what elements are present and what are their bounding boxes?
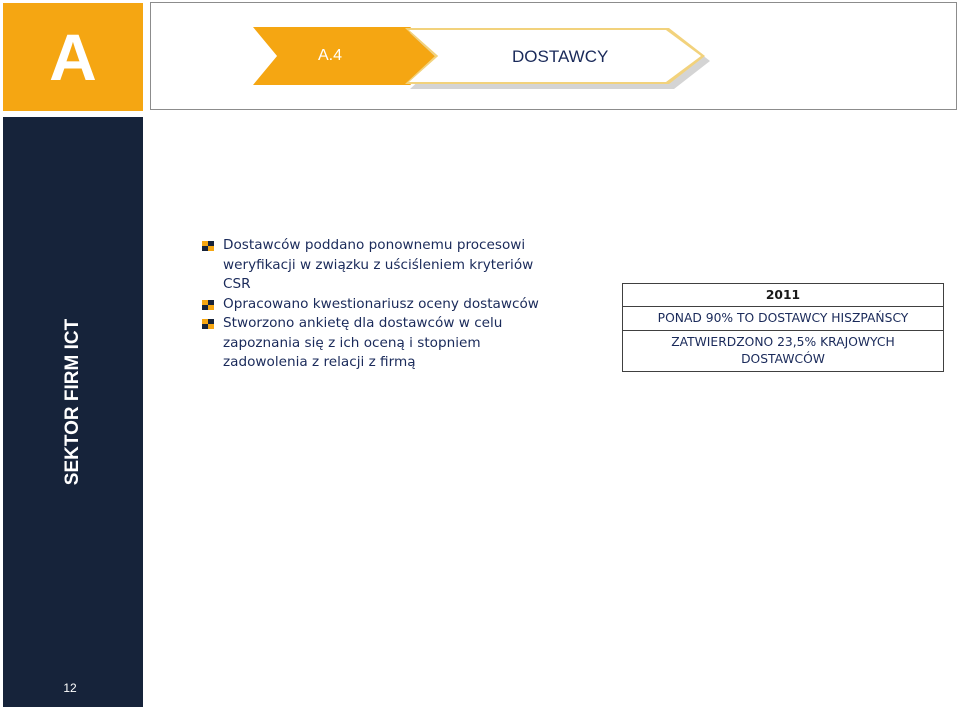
table-cell: PONAD 90% TO DOSTAWCY HISZPAŃSCY [623,307,944,331]
bullet-text: Dostawców poddano ponownemu procesowi weryfikacji w związku z uściśleniem kryteriów CSR [223,237,534,292]
section-code: A.4 [318,47,343,64]
bullet-list [202,236,547,373]
sidebar-label: SEKTOR FIRM ICT [62,318,83,486]
checkered-square-icon [202,241,214,251]
table-row [623,331,944,372]
info-table [622,283,944,372]
page-number: 12 [63,681,77,695]
section-title: DOSTAWCY [512,47,609,66]
checkered-square-icon [202,319,214,329]
bullet-item [202,236,547,295]
table-row [623,307,944,331]
checkered-square-icon [202,300,214,310]
section-letter-tile [3,3,143,111]
bullet-text: Opracowano kwestionariusz oceny dostawców [223,295,539,312]
section-code-chevron [253,27,438,85]
bullet-item [202,314,547,373]
table-cell: ZATWIERDZONO 23,5% KRAJOWYCH DOSTAWCÓW [623,331,944,372]
table-header-year: 2011 [623,284,944,307]
table-header-row [623,284,944,307]
section-letter: A [49,20,97,94]
bullet-item [202,295,547,315]
bullet-text: Stworzono ankietę dla dostawców w celu zapoznania się z ich oceną i stopniem zadowolenia z relacji z firmą [223,315,503,370]
